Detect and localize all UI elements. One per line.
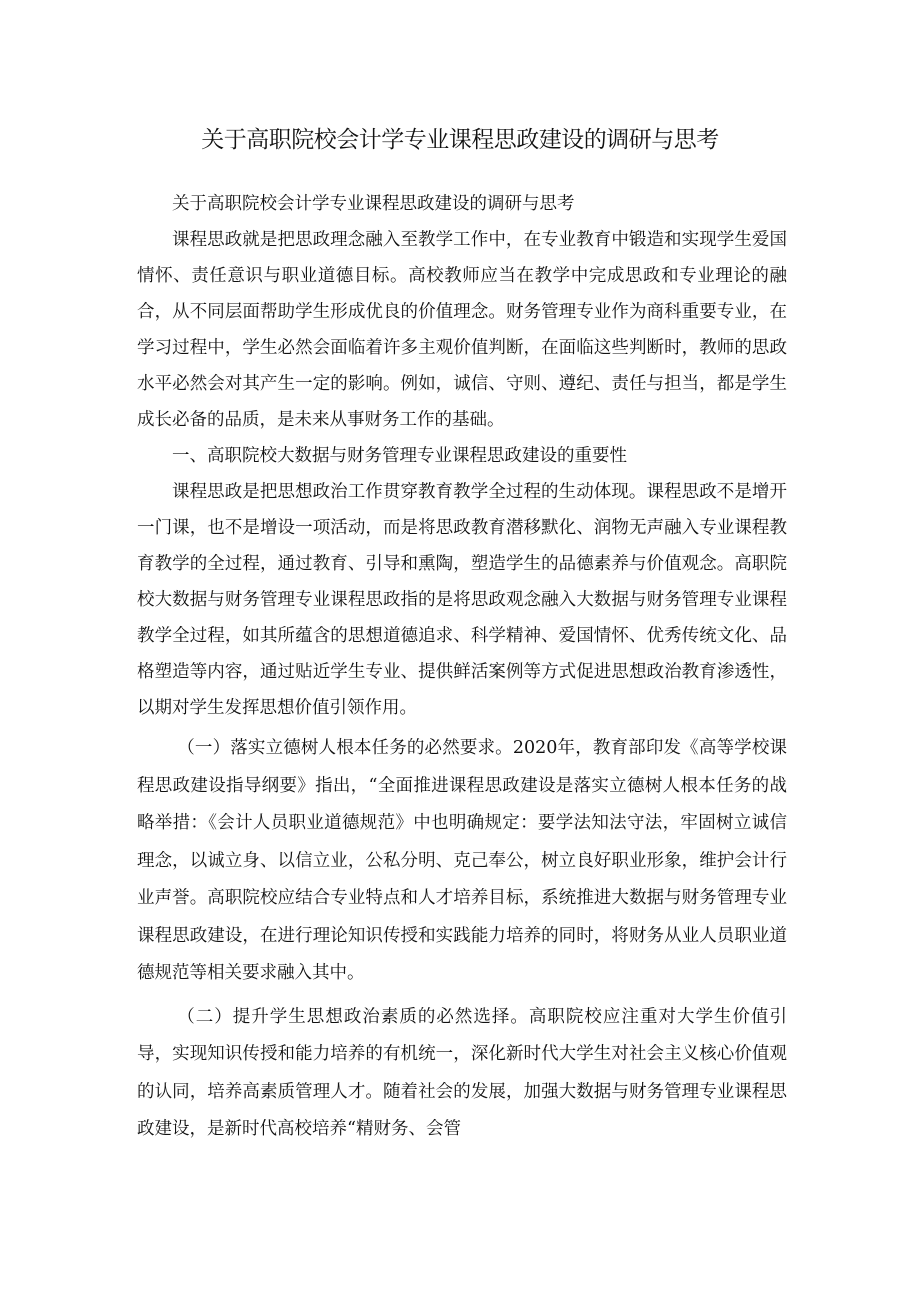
section-1-paragraph: 课程思政是把思想政治工作贯穿教育教学全过程的生动体现。课程思政不是增开一门课，也不是增设一项活动，而是将思政教育潜移默化、润物无声融入专业课程教育教学的全过程，通过教育、引导和熏陶，塑造学生的品德素养与价值观念。高职院校大数据与财务管理专业课程思政指的是将思政观念融入大数据与财务管理专业课程教学全过程，如其所蕴含的思想道德追求、科学精神、爱国情怀、优秀传统文化、品格塑造等内容，通过贴近学生专业、提供鲜活案例等方式促进思想政治教育渗透性，以期对学生发挥思想价值引领作用。 <box>137 482 787 718</box>
repeated-title-paragraph: 关于高职院校会计学专业课程思政建设的调研与思考 <box>172 194 575 214</box>
subsection-1-paragraph: （一）落实立德树人根本任务的必然要求。2020年，教育部印发《高等学校课程思政建设指导纲要》指出，“全面推进课程思政建设是落实立德树人根本任务的战略举措：《会计人员职业道德规范》中也明确规定：要学法知法守法，牢固树立诚信理念，以诚立身、以信立业，公私分明、克己奉公，树立良好职业形象，维护会计行业声誉。高职院校应结合专业特点和人才培养目标，系统推进大数据与财务管理专业课程思政建设，在进行理论知识传授和实践能力培养的同时，将财务从业人员职业道德规范等相关要求融入其中。 <box>137 738 787 983</box>
subsection-2-paragraph: （二）提升学生思想政治素质的必然选择。高职院校应注重对大学生价值引导，实现知识传授和能力培养的有机统一，深化新时代大学生对社会主义核心价值观的认同，培养高素质管理人才。随着社会的发展，加强大数据与财务管理专业课程思政建设，是新时代高校培养“精财务、会管 <box>137 1006 787 1139</box>
document-body <box>137 186 787 1149</box>
section-heading-1: 一、高职院校大数据与财务管理专业课程思政建设的重要性 <box>172 446 627 466</box>
intro-paragraph: 课程思政就是把思政理念融入至教学工作中，在专业教育中锻造和实现学生爱国情怀、责任意识与职业道德目标。高校教师应当在教学中完成思政和专业理论的融合，从不同层面帮助学生形成优良的价值理念。财务管理专业作为商科重要专业，在学习过程中，学生必然会面临着许多主观价值判断，在面临这些判断时，教师的思政水平必然会对其产生一定的影响。例如，诚信、守则、遵纪、责任与担当，都是学生成长必备的品质，是未来从事财务工作的基础。 <box>137 230 787 430</box>
document-title: 关于高职院校会计学专业课程思政建设的调研与思考 <box>201 127 719 153</box>
